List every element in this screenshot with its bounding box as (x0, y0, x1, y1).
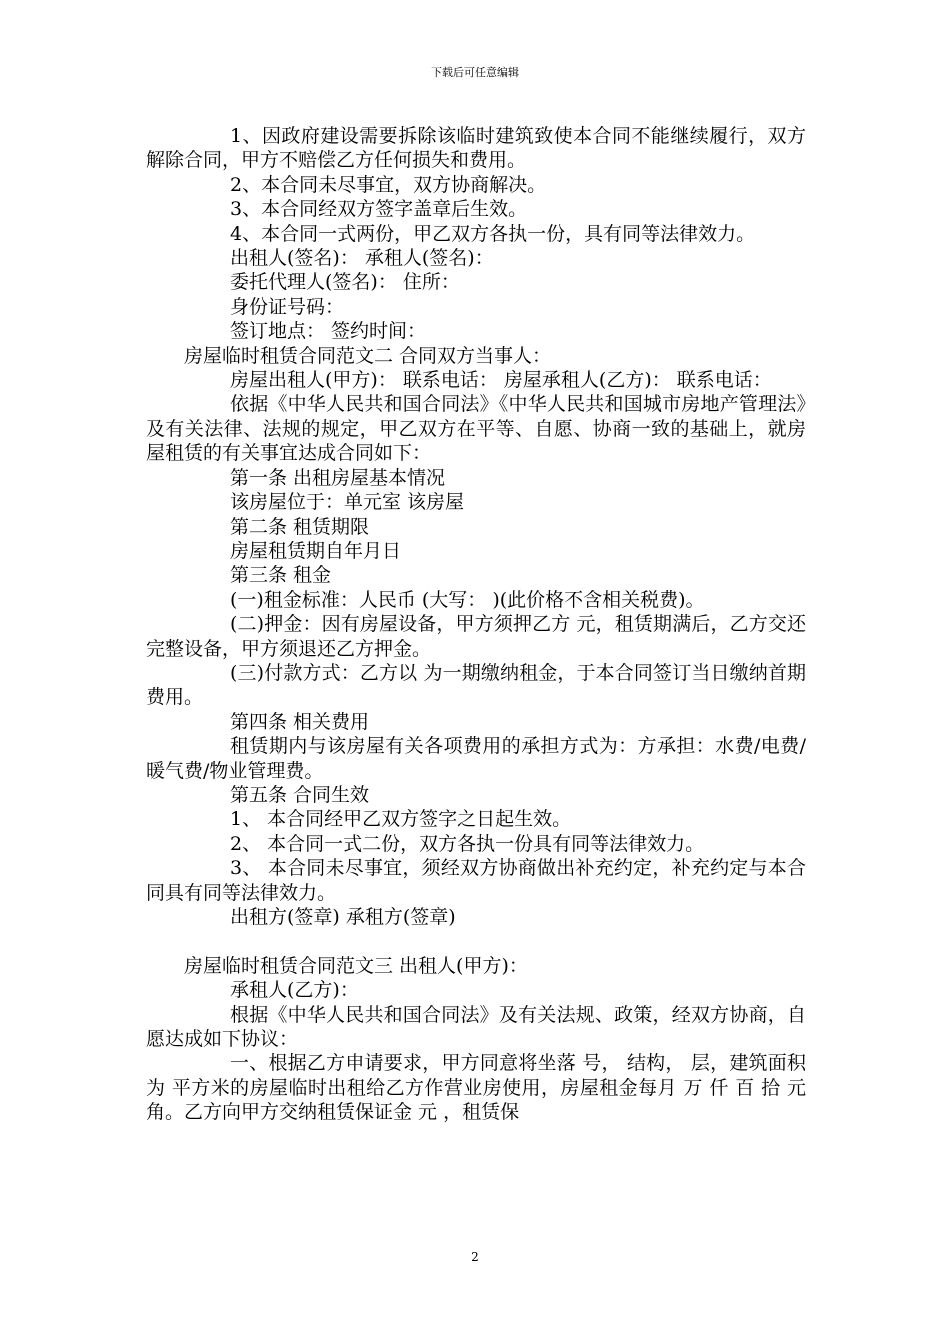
signature-line: 出租人(签名)： 承租人(签名)： (230, 247, 494, 270)
paragraph: (二)押金：因有房屋设备，甲方须押乙方 元，租赁期满后，乙方交还完整设备，甲方须退还乙方押金。 (146, 613, 806, 660)
paragraph: 3、本合同经双方签字盖章后生效。 (230, 198, 528, 221)
paragraph: 1、 本合同经甲乙双方签字之日起生效。 (230, 808, 572, 831)
signature-line: 签订地点： 签约时间： (230, 320, 427, 343)
blank-line (146, 929, 806, 953)
paragraph: (一)租金标准：人民币 (大写： )(此价格不含相关税费)。 (230, 588, 705, 611)
page-header: 下载后可任意编辑 (431, 66, 519, 79)
paragraph: 房屋出租人(甲方)： 联系电话： 房屋承租人(乙方)： 联系电话： (230, 369, 772, 392)
page-number: 2 (471, 1250, 479, 1264)
paragraph: 2、 本合同一式二份，双方各执一份具有同等法律效力。 (230, 832, 705, 855)
paragraph: 一、根据乙方申请要求，甲方同意将坐落 号， 结构， 层，建筑面积为 平方米的房屋临时出租给乙方作营业房使用，房屋租金每月 万 仟 百 拾 元角。乙方向甲方交纳租赁保证金 元 ，租赁保 (146, 1052, 806, 1124)
paragraph: 2、本合同未尽事宜，双方协商解决。 (230, 173, 547, 196)
paragraph: 3、 本合同未尽事宜，须经双方协商做出补充约定，补充约定与本合同具有同等法律效力。 (146, 857, 806, 904)
paragraph: 租赁期内与该房屋有关各项费用的承担方式为：方承担：水费/电费/暖气费/物业管理费。 (146, 735, 806, 782)
signature-line: 委托代理人(签名)： 住所： (230, 271, 460, 294)
paragraph: 该房屋位于：单元室 该房屋 (230, 491, 465, 514)
article-heading: 第三条 租金 (230, 564, 332, 587)
paragraph: 1、因政府建设需要拆除该临时建筑致使本合同不能继续履行，双方解除合同，甲方不赔偿乙方任何损失和费用。 (146, 125, 806, 172)
signature-line: 身份证号码： (230, 295, 345, 318)
paragraph: 承租人(乙方)： (230, 979, 359, 1002)
paragraph: 房屋租赁期自年月日 (230, 539, 402, 562)
signature-line: 出租方(签章) 承租方(签章) (230, 906, 456, 928)
paragraph: 4、本合同一式两份，甲乙双方各执一份，具有同等法律效力。 (230, 222, 756, 245)
document-body (146, 124, 806, 1125)
paragraph: (三)付款方式：乙方以 为一期缴纳租金，于本合同签订当日缴纳首期费用。 (146, 661, 806, 709)
section-heading: 房屋临时租赁合同范文三 出租人(甲方)： (184, 954, 528, 977)
article-heading: 第一条 出租房屋基本情况 (230, 466, 446, 489)
article-heading: 第四条 相关费用 (230, 710, 370, 733)
article-heading: 第二条 租赁期限 (230, 515, 370, 538)
section-heading: 房屋临时租赁合同范文二 合同双方当事人： (184, 344, 552, 367)
paragraph: 根据《中华人民共和国合同法》及有关法规、政策，经双方协商，自愿达成如下协议： (146, 1003, 806, 1051)
paragraph: 依据《中华人民共和国合同法》《中华人民共和国城市房地产管理法》及有关法律、法规的规定，甲乙双方在平等、自愿、协商一致的基础上，就房屋租赁的有关事宜达成合同如下： (146, 393, 806, 465)
article-heading: 第五条 合同生效 (230, 783, 370, 806)
